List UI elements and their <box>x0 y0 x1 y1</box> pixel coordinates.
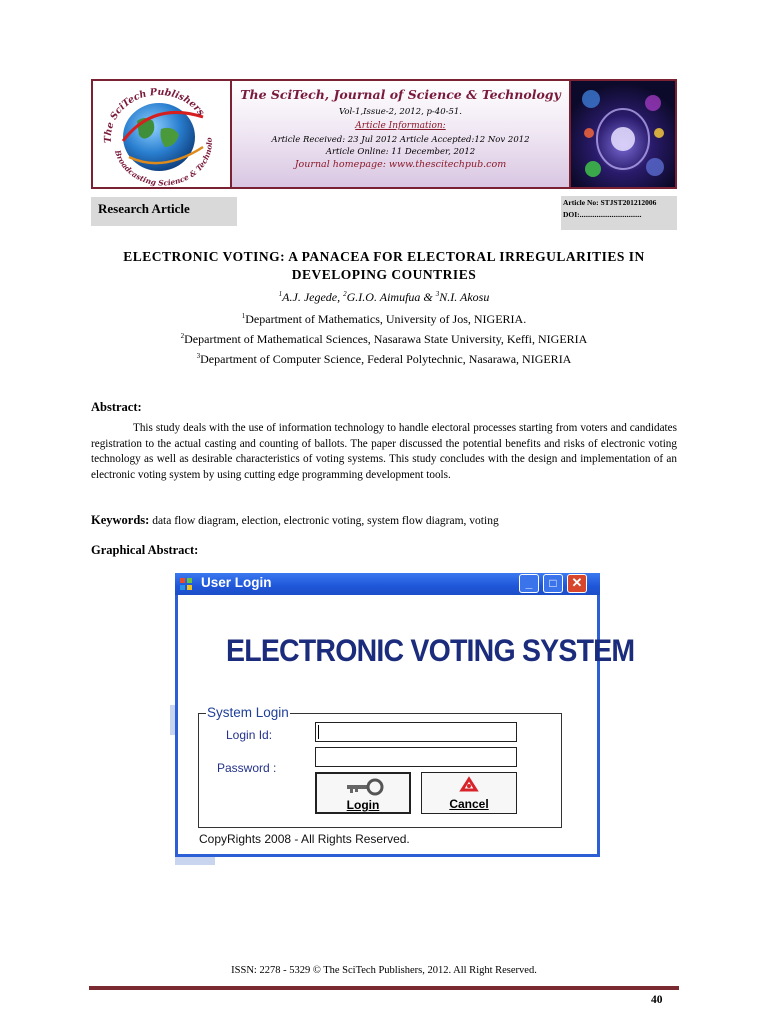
journal-title: The SciTech, Journal of Science & Technology <box>240 87 561 102</box>
affiliation-text: Department of Computer Science, Federal Polytechnic, Nasarawa, NIGERIA <box>200 352 572 366</box>
article-number: Article No: STJST201212006 <box>563 198 657 207</box>
window-copyright: CopyRights 2008 - All Rights Reserved. <box>199 832 410 846</box>
key-icon <box>317 777 409 797</box>
app-icon <box>179 577 193 591</box>
affiliation-sup: 2 <box>180 332 185 340</box>
authors <box>91 290 677 305</box>
cancel-button-label: Cancel <box>449 797 489 811</box>
window-title: User Login <box>201 575 272 590</box>
publisher-logo <box>93 81 232 187</box>
journal-cover-image <box>571 81 675 187</box>
login-id-label: Login Id: <box>226 728 273 742</box>
page-number: 40 <box>651 994 663 1006</box>
author-sup: 1 <box>278 290 283 298</box>
system-login-group <box>198 705 562 828</box>
paper-title-line-2: DEVELOPING COUNTRIES <box>291 267 477 282</box>
doi: DOI:................................. <box>563 210 642 219</box>
footer-rule <box>89 986 679 990</box>
login-id-input[interactable] <box>315 722 517 742</box>
article-type-box <box>91 197 237 226</box>
logo-bottom-text: Broadcasting Science & Technolo <box>112 137 214 187</box>
login-button-label: Login <box>346 798 380 812</box>
abstract-body <box>91 421 677 483</box>
abstract-heading: Abstract: <box>91 400 142 414</box>
affiliation-text: Department of Mathematical Sciences, Nasarawa State University, Keffi, NIGERIA <box>184 332 588 346</box>
keywords-text: data flow diagram, election, electronic voting, system flow diagram, voting <box>149 515 499 527</box>
affiliation <box>91 312 677 327</box>
affiliation-text: Department of Mathematics, University of Jos, NIGERIA. <box>245 312 527 326</box>
maximize-button[interactable]: □ <box>543 574 563 593</box>
affiliation-sup: 1 <box>241 312 246 320</box>
author-name: G.I.O. Aimufua & <box>346 290 436 304</box>
author-sup: 3 <box>435 290 440 298</box>
article-dates: Article Received: 23 Jul 2012 Article Accepted:12 Nov 2012 <box>271 135 530 145</box>
login-button[interactable] <box>315 772 411 814</box>
article-type: Research Article <box>98 201 190 216</box>
group-legend: System Login <box>207 705 289 720</box>
recycle-icon <box>422 776 516 796</box>
paper-title <box>91 248 677 284</box>
affiliation-sup: 3 <box>196 352 201 360</box>
author-name: A.J. Jegede, <box>282 290 344 304</box>
close-button[interactable]: ✕ <box>567 574 587 593</box>
globe-logo-icon <box>93 81 228 187</box>
window-content <box>178 595 635 854</box>
cancel-button[interactable] <box>421 772 517 814</box>
minimize-button[interactable]: _ <box>519 574 539 593</box>
logo-top-text: The SciTech Publishers <box>102 86 207 144</box>
keywords <box>91 513 677 528</box>
affiliation <box>91 332 677 347</box>
author-sup: 2 <box>343 290 347 298</box>
journal-homepage-link[interactable]: Journal homepage: www.thescitechpub.com <box>294 159 507 170</box>
system-title: ELECTRONIC VOTING SYSTEM <box>226 633 635 669</box>
password-input[interactable] <box>315 747 517 767</box>
affiliation <box>91 352 677 367</box>
journal-header <box>91 79 677 189</box>
space-collage-icon <box>571 81 675 187</box>
graphical-abstract-heading: Graphical Abstract: <box>91 543 199 557</box>
abstract-text: This study deals with the use of information technology to handle electoral processes starting from voters and candidates registration to the actual casting and counting of ballots. The paper discussed the potential benefits and risks of electronic voting technology as well as desirable characteristics of voting systems. This study concludes with the design and implementation of an electronic voting system by using cutting edge programming development tools. <box>91 422 677 481</box>
login-window <box>175 573 635 857</box>
article-info-label: Article Information: <box>355 121 446 131</box>
footer-issn: ISSN: 2278 - 5329 © The SciTech Publishers, 2012. All Right Reserved. <box>231 965 537 976</box>
paper-title-line-1: ELECTRONIC VOTING: A PANACEA FOR ELECTORAL IRREGULARITIES IN <box>123 249 645 264</box>
author-name: N.I. Akosu <box>439 290 490 304</box>
image-edge-artifact <box>175 857 215 865</box>
keywords-label: Keywords: <box>91 513 150 527</box>
article-number-box <box>561 196 677 230</box>
password-label: Password : <box>217 761 277 775</box>
window-titlebar <box>175 573 600 595</box>
text-caret <box>318 725 319 739</box>
article-online-date: Article Online: 11 December, 2012 <box>325 147 476 157</box>
journal-info <box>232 81 571 187</box>
journal-volume: Vol-1,Issue-2, 2012, p-40-51. <box>338 107 462 117</box>
